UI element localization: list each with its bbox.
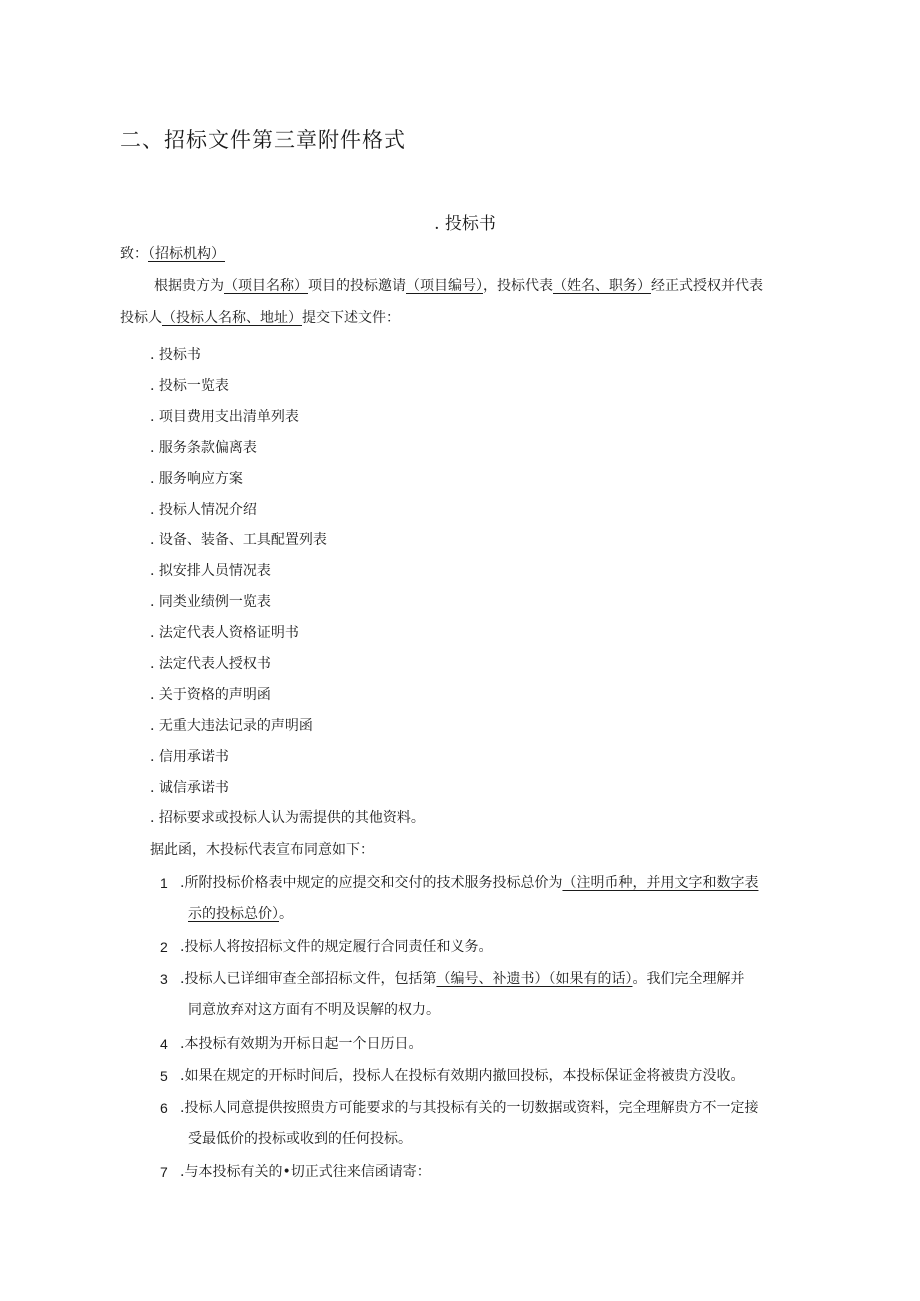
clause-3-text: .投标人已详细审查全部招标文件，包括第 bbox=[180, 971, 437, 987]
document-list-item: . 投标人情况介绍 bbox=[150, 502, 257, 518]
clause-number: 6 bbox=[160, 1100, 168, 1116]
clause-number: 3 bbox=[160, 971, 168, 987]
intro-text-6: 提交下述文件： bbox=[302, 310, 400, 326]
clause-6-line-1: .投标人同意提供按照贵方可能要求的与其投标有关的一切数据或资料，完全理解贵方不一定接 bbox=[180, 1100, 759, 1116]
document-list-item: . 关于资格的声明函 bbox=[150, 687, 271, 703]
clause-6-line-2: 受最低价的投标或收到的任何投标。 bbox=[188, 1131, 412, 1147]
clause-number: 2 bbox=[160, 939, 168, 955]
clause-3-text-2: 。我们完全理解并 bbox=[632, 971, 745, 987]
intro-text-2: 项目的投标邀请 bbox=[308, 278, 406, 294]
clause-3-addendum-field: （编号、补遗书）（如果有的话） bbox=[436, 971, 633, 987]
chapter-title: 二、招标文件第三章附件格式 bbox=[120, 128, 406, 152]
clause-number: 4 bbox=[160, 1036, 168, 1052]
clause-7-text: .与本投标有关的•切正式往来信函请寄： bbox=[180, 1164, 431, 1180]
clause-number: 1 bbox=[160, 875, 168, 891]
document-list-item: . 信用承诺书 bbox=[150, 749, 229, 765]
intro-text-4: 经正式授权并代表 bbox=[651, 278, 763, 294]
clause-3-line-1 bbox=[180, 969, 744, 989]
clause-1-text: .所附投标价格表中规定的应提交和交付的技术服务投标总价为 bbox=[180, 875, 563, 891]
clause-1-total-price-field: （注明币种，并用文字和数字表 bbox=[562, 875, 759, 891]
project-number-field: （项目编号） bbox=[406, 278, 483, 294]
addressee-prefix: 致： bbox=[120, 246, 148, 262]
intro-text-3: ，投标代表 bbox=[483, 278, 553, 294]
document-list-item: . 法定代表人授权书 bbox=[150, 656, 271, 672]
project-name-field: （项目名称） bbox=[224, 278, 308, 294]
document-list-item: . 服务响应方案 bbox=[150, 471, 243, 487]
clause-1-total-price-field-cont: 示的投标总价） bbox=[188, 906, 279, 922]
document-list-item: . 项目费用支出清单列表 bbox=[150, 409, 299, 425]
document-list-item: . 拟安排人员情况表 bbox=[150, 563, 271, 579]
addressee-line bbox=[120, 244, 225, 264]
intro-line-2 bbox=[120, 308, 400, 328]
clause-4-text: .本投标有效期为开标日起一个日历日。 bbox=[180, 1036, 423, 1052]
document-list-item: . 投标一览表 bbox=[150, 378, 229, 394]
document-list-item: . 同类业绩例一览表 bbox=[150, 594, 271, 610]
document-list-item: . 招标要求或投标人认为需提供的其他资料。 bbox=[150, 810, 425, 826]
document-list-item: . 无重大违法记录的声明函 bbox=[150, 718, 313, 734]
intro-text-5: 投标人 bbox=[120, 310, 162, 326]
document-list-item: . 服务条款偏离表 bbox=[150, 440, 257, 456]
document-list-item: . 法定代表人资格证明书 bbox=[150, 625, 299, 641]
clause-number: 7 bbox=[160, 1164, 168, 1180]
clause-1-line-2 bbox=[188, 904, 293, 924]
clause-2-text: .投标人将按招标文件的规定履行合同责任和义务。 bbox=[180, 939, 493, 955]
clause-3-line-2: 同意放弃对这方面有不明及误解的权力。 bbox=[188, 1002, 440, 1018]
intro-line-1 bbox=[154, 276, 763, 296]
addressee-org: （招标机构） bbox=[148, 246, 225, 262]
clause-1-line-1 bbox=[180, 873, 758, 893]
bidder-name-field: （投标人名称、地址） bbox=[162, 310, 302, 326]
clause-number: 5 bbox=[160, 1068, 168, 1084]
document-list-item: . 投标书 bbox=[150, 347, 201, 363]
intro-text-1: 根据贵方为 bbox=[154, 278, 224, 294]
clause-1-end: 。 bbox=[279, 906, 293, 922]
declaration-line: 据此函，木投标代表宣布同意如下： bbox=[150, 842, 374, 858]
document-title: . 投标书 bbox=[434, 214, 496, 234]
document-list-item: . 设备、装备、工具配置列表 bbox=[150, 532, 327, 548]
document-list-item: . 诚信承诺书 bbox=[150, 780, 229, 796]
clause-5-text: .如果在规定的开标时间后，投标人在投标有效期内撤回投标，本投标保证金将被贵方没收。 bbox=[180, 1068, 745, 1084]
representative-field: （姓名、职务） bbox=[553, 278, 651, 294]
